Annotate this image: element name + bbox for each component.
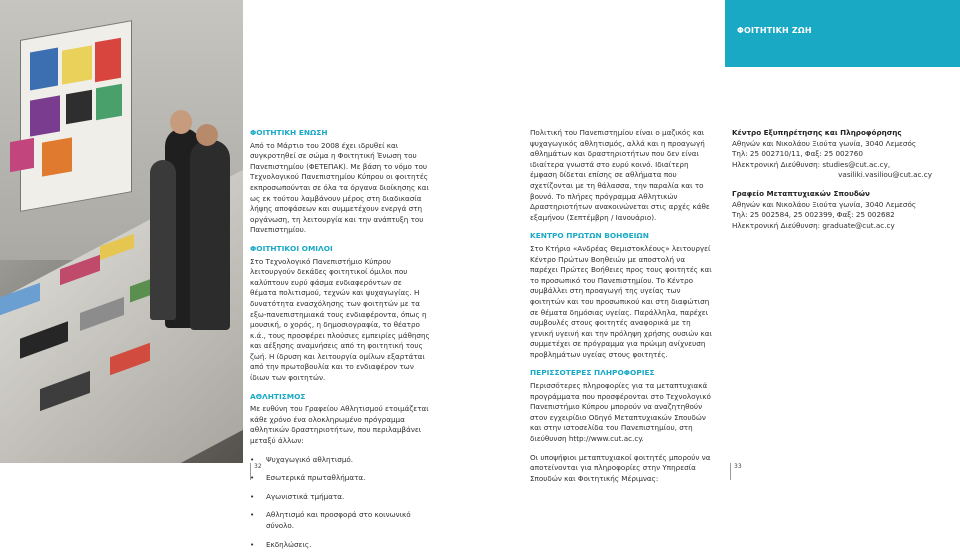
text-student-clubs: Στο Τεχνολογικό Πανεπιστήμιο Κύπρου λειτουργούν δεκάδες φοιτητικοί όμιλοι που καλύπτουν ευρύ φάσμα ενδιαφερόντων σε θέματα πολιτισμού, τεχνών και ψυχαγωγίας. Η δυνατότητα ενασχόλησης των φοιτητών με τα εξω-πανεπιστημιακά τους ενδιαφέροντα, όπως η μουσική, ο χορός, η δημοσιογραφία, το θέατρο κ.ά., τους προσφέρει πλούσιες εμπειρίες μάθησης και αέξησης αναμνήσεις από τη φοιτητική τους ζωή. Η ίδρυση και λειτουργία ομίλων εξαρτάται από την πρωτοβουλία και το ενδιαφέρον των ίδιων των φοιτητών.	[250, 256, 430, 383]
heading-sports: ΑΘΛΗΤΙΣΜΟΣ	[250, 391, 306, 401]
section-title: ΦΟΙΤΗΤΙΚΗ ΖΩΗ	[737, 26, 812, 35]
heading-service-center: Κέντρο Εξυπηρέτησης και Πληροφόρησης	[732, 128, 902, 137]
list-item: • Αγωνιστικά τμήματα.	[250, 492, 430, 503]
graduate-office-email: Ηλεκτρονική Διεύθυνση: graduate@cut.ac.cy	[732, 220, 895, 230]
list-item: • Αθλητισμό και προσφορά στο κοινωνικό σύνολο.	[250, 510, 430, 531]
heading-more-info: ΠΕΡΙΣΣΟΤΕΡΕΣ ΠΛΗΡΟΦΟΡΙΕΣ	[530, 368, 655, 378]
text-sports-policy: Πολιτική του Πανεπιστημίου είναι ο μαζικός και ψυχαγωγικός αθλητισμός, αλλά και η προαγωγή αθλημάτων και δραστηριοτήτων που δεν είναι ιδιαίτερα γνωστά στο ευρύ κοινό. Ιδιαίτερη έμφαση δίδεται επίσης σε αθλήματα που σχετίζονται με τη θάλασσα, την παραλία και το βουνό. Το πλήρες πρόγραμμα Αθλητικών Δραστηριοτήτων ανακοινώνεται στις αρχές κάθε εξαμήνου (Σεπτέμβρη / Ιανουάριο).	[530, 128, 710, 222]
heading-first-aid: ΚΕΝΤΡΟ ΠΡΩΤΩΝ ΒΟΗΘΕΙΩΝ	[530, 231, 649, 241]
exhibition-photo	[0, 0, 243, 463]
service-center-phone: Τηλ: 25 002710/11, Φαξ: 25 002760	[732, 149, 863, 159]
heading-student-clubs: ΦΟΙΤΗΤΙΚΟΙ ΟΜΙΛΟΙ	[250, 243, 333, 253]
page-number-left: 32	[254, 463, 262, 470]
page-number-right: 33	[734, 463, 742, 470]
service-center-email: Ηλεκτρονική Διεύθυνση: studies@cut.ac.cy,	[732, 159, 891, 169]
service-center-address: Αθηνών και Νικολάου Ξιούτα γωνία, 3040 Λεμεσός	[732, 138, 917, 148]
page-number-right-box	[730, 463, 741, 480]
text-contact-intro: Οι υποψήφιοι μεταπτυχιακοί φοιτητές μπορούν να αποτείνονται για πληροφορίες στην Υπηρεσία Σπουδών και Φοιτητικής Μέριμνας:	[530, 452, 711, 483]
heading-student-union: ΦΟΙΤΗΤΙΚΗ ΕΝΩΣΗ	[250, 128, 328, 137]
list-item: • Εκδηλώσεις.	[250, 540, 430, 551]
heading-graduate-office: Γραφείο Μεταπτυχιακών Σπουδών	[732, 188, 870, 198]
text-first-aid: Στο Κτήριο «Ανδρέας Θεμιστοκλέους» λειτουργεί Κέντρο Πρώτων Βοηθειών με αποστολή να παρέχει Πρώτες Βοήθειες προς τους φοιτητές και το προσωπικό του Πανεπιστημίου. Το Κέντρο συμβάλλει στη προαγωγή της υγείας των φοιτητών και του προσωπικού και στη διαφώτιση σε θέματα δημόσιας υγείας. Παράλληλα, παρέχει συμβουλές στους φοιτητές αναφορικά με τη γενική υγεινή και την πρόληψη χρήσης ουσιών και συμμετέχει σε πρόγραμμα για πρώιμη ανίχνευση προβλημάτων υγείας στους φοιτητές.	[530, 243, 712, 359]
list-item: • Ψυχαγωγικό αθλητισμό.	[250, 455, 430, 466]
list-item: • Εσωτερικά πρωταθλήματα.	[250, 473, 430, 484]
text-student-union: Από το Μάρτιο του 2008 έχει ιδρυθεί και συγκροτηθεί σε σώμα η Φοιτητική Ένωση του Πανεπιστημίου (ΦΕΤΕΠΑΚ). Με βάση το νόμο του Τεχνολογικού Πανεπιστημίου Κύπρου οι φοιτητές εκπροσωπούνται σε όλα τα όργανα διοίκησης και ως εκ τούτου λαμβάνουν μέρος στη διαδικασία λήψης αποφάσεων και συμμετέχουν ενεργά στη οργάνωση, τη λειτουργία και την ανάπτυξη του Πανεπιστημίου.	[250, 140, 429, 235]
graduate-office-address: Αθηνών και Νικολάου Ξιούτα γωνία, 3040 Λεμεσός	[732, 199, 917, 209]
column-1	[250, 128, 430, 558]
service-center-email-2: vasiliki.vasiliou@cut.ac.cy	[838, 170, 932, 180]
column-3	[732, 128, 932, 231]
page-number-left-box	[250, 463, 261, 480]
section-banner	[725, 0, 960, 67]
graduate-office-phone: Τηλ: 25 002584, 25 002399, Φαξ: 25 002682	[732, 210, 895, 220]
column-2	[530, 128, 712, 492]
text-more-info: Περισσότερες πληροφορίες για τα μεταπτυχιακά προγράμματα που προσφέρονται στο Τεχνολογικό Πανεπιστήμιο Κύπρου μπορούν να αναζητηθούν στον εγχειρίδιο Οδηγό Μεταπτυχιακών Σπουδών και στην ιστοσελίδα του Πανεπιστημίου, στη διεύθυνση http://www.cut.ac.cy.	[530, 381, 711, 444]
sports-list	[250, 455, 430, 551]
text-sports: Με ευθύνη του Γραφείου Αθλητισμού ετοιμάζεται κάθε χρόνο ένα ολοκληρωμένο πρόγραμμα αθλητικών δραστηριοτήτων, που περιλαμβάνει μεταξύ άλλων:	[250, 404, 429, 446]
